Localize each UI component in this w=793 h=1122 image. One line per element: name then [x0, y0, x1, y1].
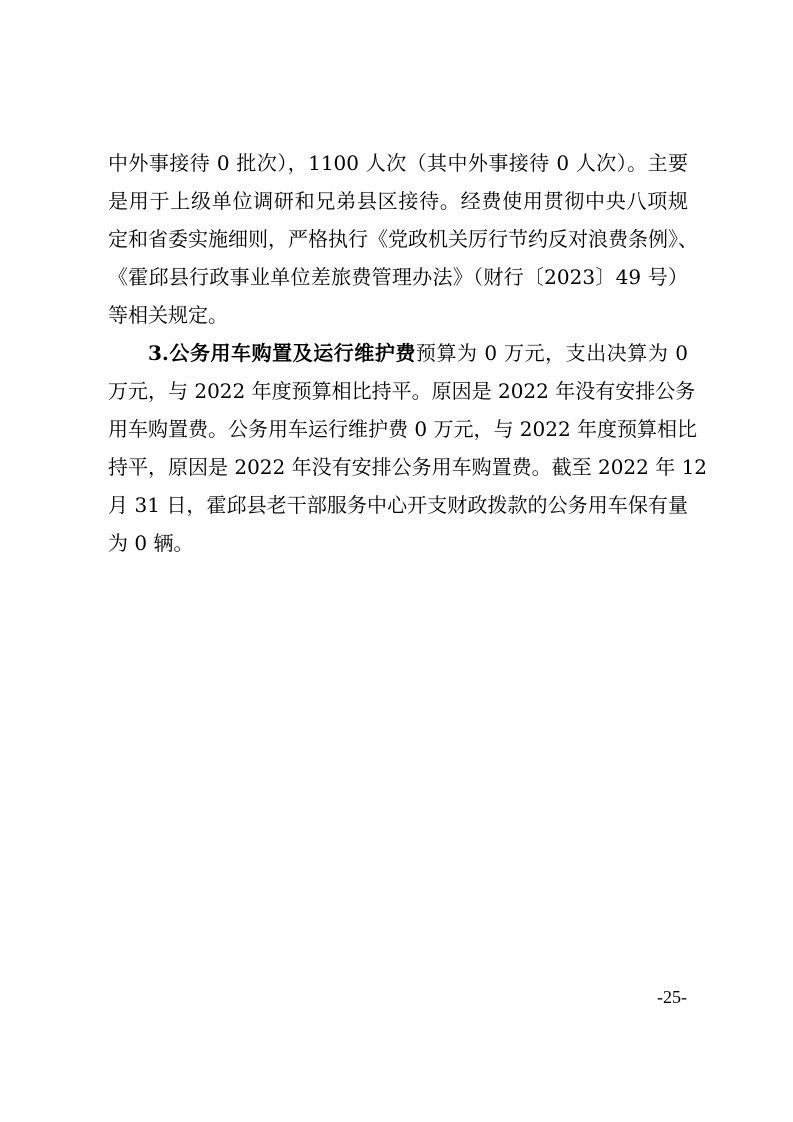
paragraph-2-line-5: 月 31 日，霍邱县老干部服务中心开支财政拨款的公务用车保有量: [108, 493, 688, 517]
paragraph-1-line-5: 等相关规定。: [108, 303, 228, 327]
section-heading: 3.公务用车购置及运行维护费: [148, 341, 416, 365]
paragraph-2-line-1-text: 预算为 0 万元，支出决算为 0: [415, 341, 688, 365]
paragraph-2-line-4: 持平，原因是 2022 年没有安排公务用车购置费。截至 2022 年 12: [108, 455, 708, 479]
paragraph-1-line-2: 是用于上级单位调研和兄弟县区接待。经费使用贯彻中央八项规: [108, 189, 688, 213]
paragraph-2-line-3: 用车购置费。公务用车运行维护费 0 万元，与 2022 年度预算相比: [108, 417, 698, 441]
paragraph-2-line-1: [148, 333, 688, 373]
paragraph-1-line-4: 《霍邱县行政事业单位差旅费管理办法》（财行〔2023〕49 号）: [108, 265, 688, 289]
page-number: -25-: [657, 987, 687, 1007]
paragraph-1-line-1: 中外事接待 0 批次），1100 人次（其中外事接待 0 人次）。主要: [108, 151, 688, 175]
paragraph-2-line-6: 为 0 辆。: [108, 531, 194, 555]
paragraph-1-line-3: 定和省委实施细则，严格执行《党政机关厉行节约反对浪费条例》、: [108, 227, 698, 251]
paragraph-2-line-2: 万元，与 2022 年度预算相比持平。原因是 2022 年没有安排公务: [108, 379, 696, 403]
